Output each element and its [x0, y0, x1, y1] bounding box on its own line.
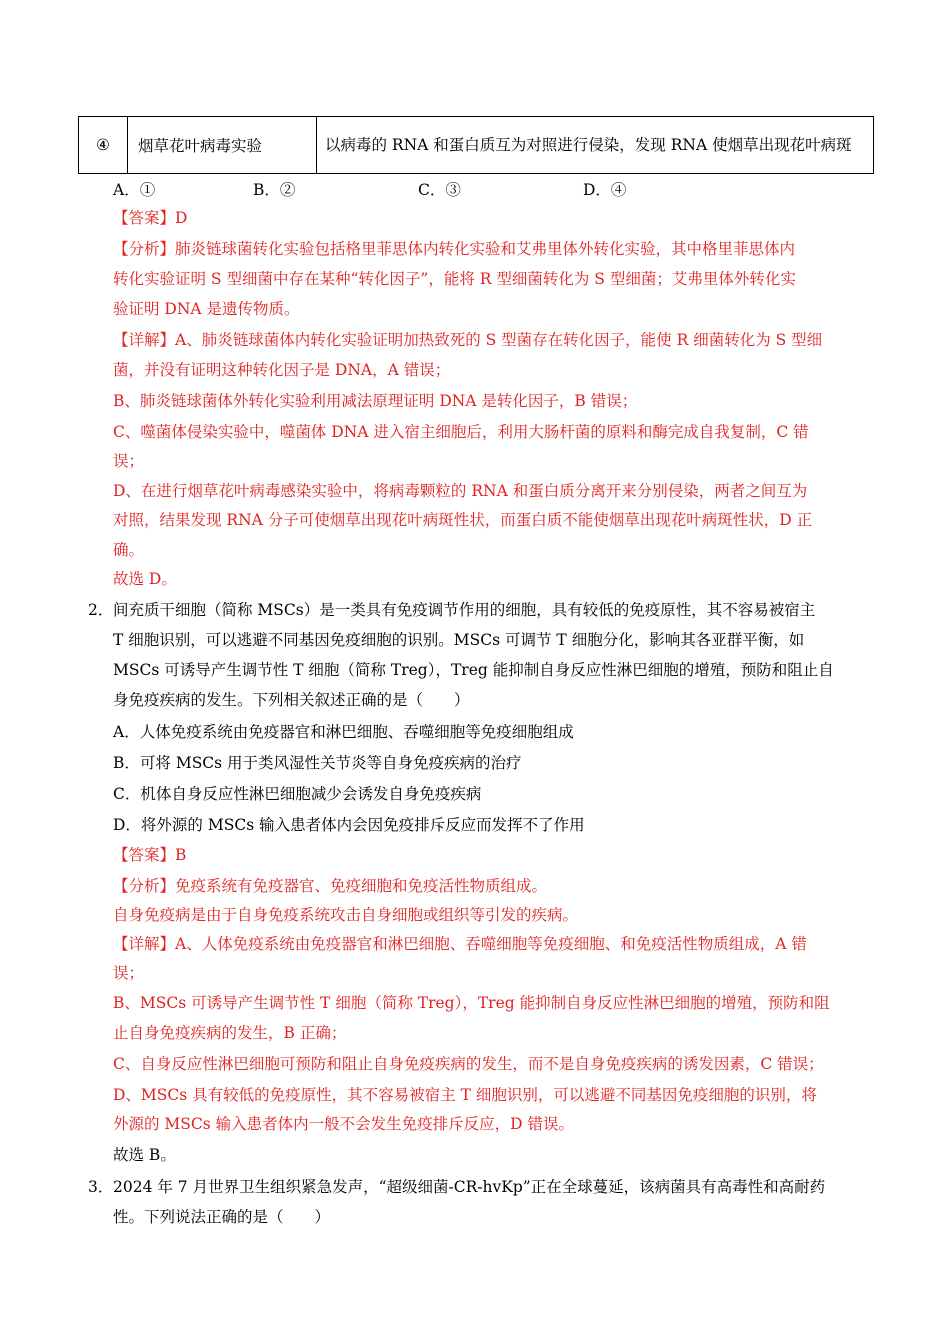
q2-option-a: A．人体免疫系统由免疫器官和淋巴细胞、吞噬细胞等免疫细胞组成 — [113, 723, 574, 741]
q1-detail-line: B、肺炎链球菌体外转化实验利用减法原理证明 DNA 是转化因子，B 错误； — [113, 392, 638, 410]
q2-option-b: B．可将 MSCs 用于类风湿性关节炎等自身免疫疾病的治疗 — [113, 754, 522, 772]
q2-stem-line: 身免疫疾病的发生。下列相关叙述正确的是（ ） — [113, 691, 470, 709]
q1-option-b: B．② — [253, 181, 296, 199]
q1-detail-line: 确。 — [113, 541, 145, 559]
table-cell-experiment-name: 烟草花叶病毒实验 — [128, 117, 317, 174]
q1-detail-line: 菌，并没有证明这种转化因子是 DNA，A 错误； — [113, 361, 451, 379]
q2-answer: 【答案】B — [113, 846, 187, 864]
q1-detail-line: 误； — [113, 452, 145, 470]
q2-detail-line: 误； — [113, 964, 145, 982]
q2-option-c: C．机体自身反应性淋巴细胞减少会诱发自身免疫疾病 — [113, 785, 482, 803]
q2-detail-line: B、MSCs 可诱导产生调节性 T 细胞（简称 Treg），Treg 能抑制自身反应性淋巴细胞的增殖，预防和阻 — [113, 994, 830, 1012]
q2-detail-line: D、MSCs 具有较低的免疫原性，其不容易被宿主 T 细胞识别，可以逃避不同基因免疫细胞的识别，将 — [113, 1086, 817, 1104]
q1-conclusion: 故选 D。 — [113, 570, 177, 588]
q2-detail-line: 止自身免疫疾病的发生，B 正确； — [113, 1024, 347, 1042]
q1-option-a: A．① — [113, 181, 156, 199]
q2-detail-line: C、自身反应性淋巴细胞可预防和阻止自身免疫疾病的发生，而不是自身免疫疾病的诱发因素，C 错误； — [113, 1055, 824, 1073]
table-cell-description: 以病毒的 RNA 和蛋白质互为对照进行侵染，发现 RNA 使烟草出现花叶病斑 — [317, 117, 874, 174]
q1-detail-line: C、噬菌体侵染实验中，噬菌体 DNA 进入宿主细胞后，利用大肠杆菌的原料和酶完成自我复制，C 错 — [113, 423, 809, 441]
q3-stem-line: 性。下列说法正确的是（ ） — [113, 1208, 331, 1226]
q1-analysis-line: 【分析】肺炎链球菌转化实验包括格里菲思体内转化实验和艾弗里体外转化实验，其中格里菲思体内 — [113, 240, 796, 258]
table-row — [79, 117, 874, 174]
q2-stem-line: T 细胞识别，可以逃避不同基因免疫细胞的识别。MSCs 可调节 T 细胞分化，影响其各亚群平衡，如 — [113, 631, 805, 649]
q2-stem-line: 间充质干细胞（简称 MSCs）是一类具有免疫调节作用的细胞，具有较低的免疫原性，其不容易被宿主 — [113, 601, 816, 619]
q1-option-d: D．④ — [583, 181, 627, 199]
q2-analysis-line: 【分析】免疫系统有免疫器官、免疫细胞和免疫活性物质组成。 — [113, 877, 548, 895]
q2-number: 2． — [88, 601, 114, 619]
q2-stem-line: MSCs 可诱导产生调节性 T 细胞（简称 Treg），Treg 能抑制自身反应性淋巴细胞的增殖，预防和阻止自 — [113, 661, 834, 679]
q1-option-c: C．③ — [418, 181, 461, 199]
q1-options — [113, 178, 673, 198]
q1-analysis-line: 验证明 DNA 是遗传物质。 — [113, 300, 300, 318]
q1-detail-line: D、在进行烟草花叶病毒感染实验中，将病毒颗粒的 RNA 和蛋白质分离开来分别侵染，两者之间互为 — [113, 482, 808, 500]
q1-detail-line: 【详解】A、肺炎链球菌体内转化实验证明加热致死的 S 型菌存在转化因子，能使 R 细菌转化为 S 型细 — [113, 331, 823, 349]
q2-option-d: D．将外源的 MSCs 输入患者体内会因免疫排斥反应而发挥不了作用 — [113, 816, 585, 834]
q1-detail-line: 对照，结果发现 RNA 分子可使烟草出现花叶病斑性状，而蛋白质不能使烟草出现花叶病斑性状，D 正 — [113, 511, 813, 529]
q2-detail-line: 【详解】A、人体免疫系统由免疫器官和淋巴细胞、吞噬细胞等免疫细胞、和免疫活性物质组成，A 错 — [113, 935, 807, 953]
q1-answer: 【答案】D — [113, 209, 188, 227]
q1-analysis-line: 转化实验证明 S 型细菌中存在某种“转化因子”，能将 R 型细菌转化为 S 型细菌；艾弗里体外转化实 — [113, 270, 796, 288]
q3-stem-line: 2024 年 7 月世界卫生组织紧急发声，“超级细菌-CR-hvKp”正在全球蔓延，该病菌具有高毒性和高耐药 — [113, 1178, 826, 1196]
q2-conclusion: 故选 B。 — [113, 1146, 176, 1164]
q2-analysis-line: 自身免疫病是由于自身免疫系统攻击自身细胞或组织等引发的疾病。 — [113, 906, 579, 924]
q3-number: 3． — [88, 1178, 114, 1196]
experiment-table — [78, 116, 874, 174]
table-cell-number: ④ — [79, 117, 128, 174]
q2-detail-line: 外源的 MSCs 输入患者体内一般不会发生免疫排斥反应，D 错误。 — [113, 1115, 575, 1133]
